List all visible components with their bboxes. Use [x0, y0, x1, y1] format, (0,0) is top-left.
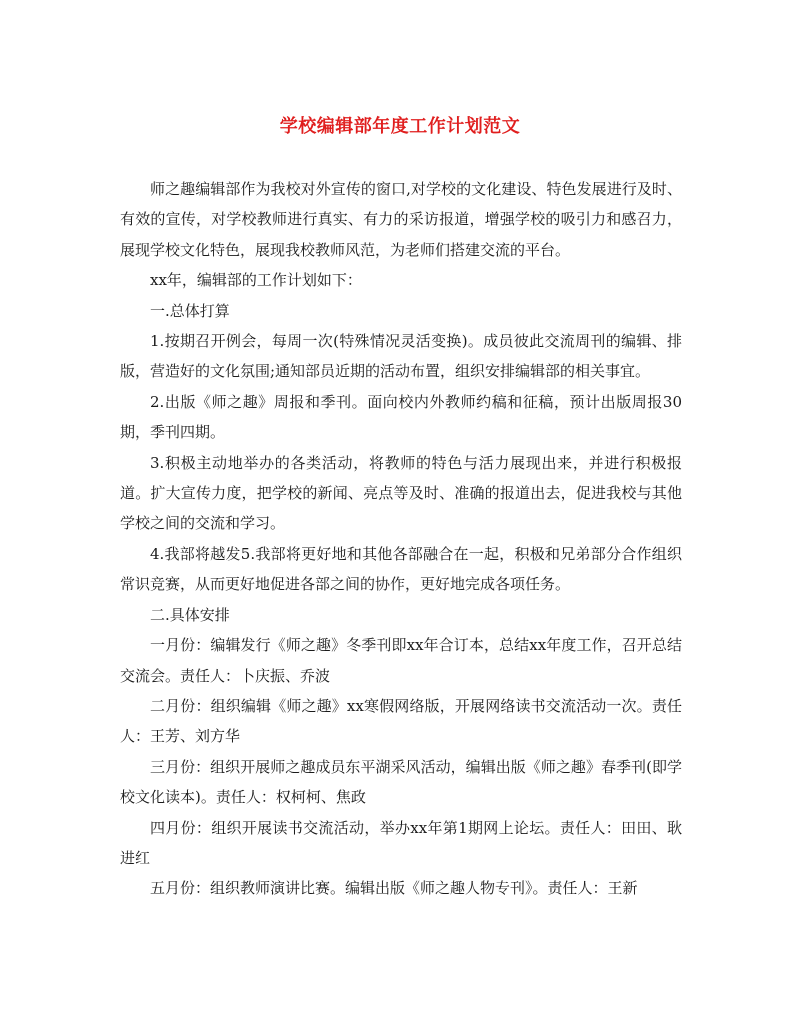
paragraph-april: 四月份：组织开展读书交流活动，举办xx年第1期网上论坛。责任人：田田、耿进红 [120, 818, 682, 867]
paragraph-plan-lead: xx年，编辑部的工作计划如下： [150, 271, 362, 290]
section-heading-schedule: 二.具体安排 [150, 605, 230, 624]
document-body [120, 174, 682, 904]
paragraph-january: 一月份：编辑发行《师之趣》冬季刊即xx年合订本，总结xx年度工作，召开总结交流会。责任人：卜庆振、乔波 [120, 636, 682, 685]
paragraph-may: 五月份：组织教师演讲比赛。编辑出版《师之趣人物专刊》。责任人：王新 [150, 879, 638, 898]
paragraph-intro: 师之趣编辑部作为我校对外宣传的窗口,对学校的文化建设、特色发展进行及时、有效的宣传，对学校教师进行真实、有力的采访报道，增强学校的吸引力和感召力，展现学校文化特色，展现我校教师风范，为老师们搭建交流的平台。 [120, 180, 682, 259]
paragraph-march: 三月份：组织开展师之趣成员东平湖采风活动，编辑出版《师之趣》春季刊(即学校文化读本)。责任人：权柯柯、焦政 [120, 757, 682, 807]
paragraph-item-2: 2.出版《师之趣》周报和季刊。面向校内外教师约稿和征稿，预计出版周报30期，季刊四期。 [120, 392, 682, 442]
paragraph-item-1: 1.按期召开例会，每周一次(特殊情况灵活变换)。成员彼此交流周刊的编辑、排版，营造好的文化氛围;通知部员近期的活动布置，组织安排编辑部的相关事宜。 [120, 332, 682, 381]
paragraph-item-4: 4.我部将越发5.我部将更好地和其他各部融合在一起，积极和兄弟部分合作组织常识竞赛，从而更好地促进各部之间的协作，更好地完成各项任务。 [120, 544, 682, 594]
paragraph-february: 二月份：组织编辑《师之趣》xx寒假网络版，开展网络读书交流活动一次。责任人：王芳、刘方华 [120, 696, 682, 746]
section-heading-overall: 一.总体打算 [150, 301, 230, 320]
document-title: 学校编辑部年度工作计划范文 [279, 116, 521, 137]
paragraph-item-3: 3.积极主动地举办的各类活动，将教师的特色与活力展现出来，并进行积极报道。扩大宣传力度，把学校的新闻、亮点等及时、准确的报道出去，促进我校与其他学校之间的交流和学习。 [120, 453, 682, 533]
